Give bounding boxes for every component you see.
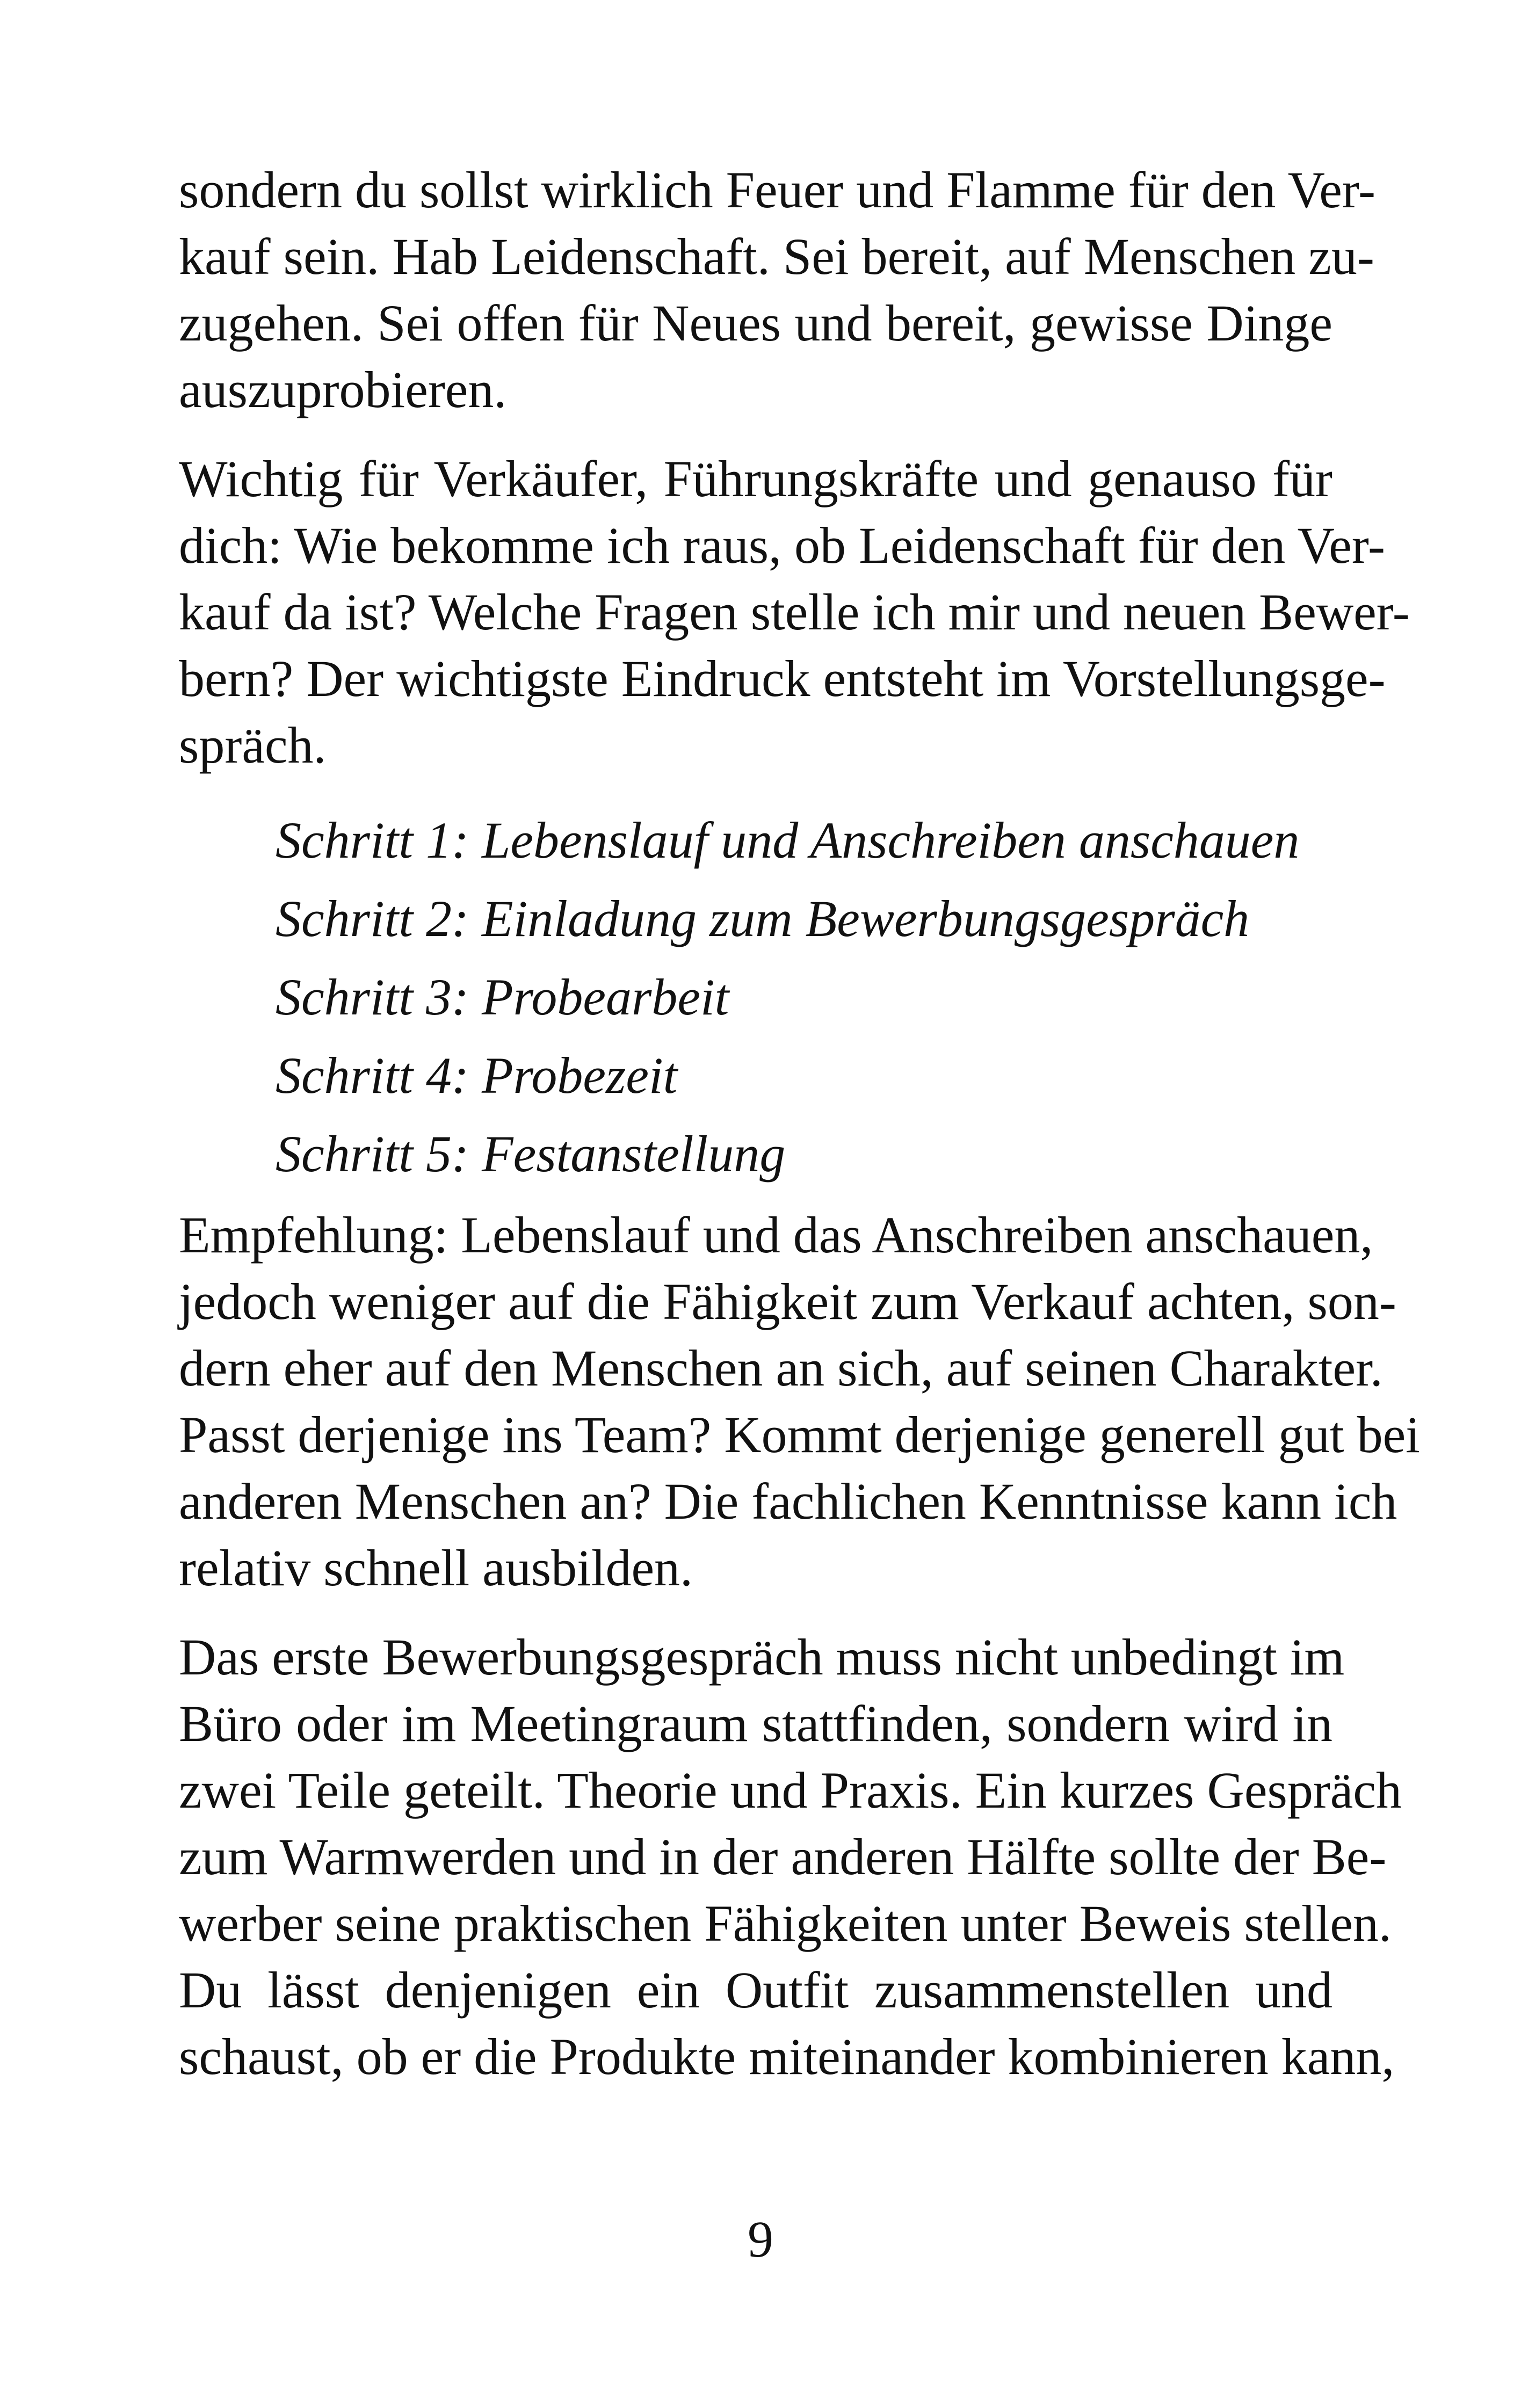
text-line: anderen Menschen an? Die fachlichen Kenntnisse kann ich <box>179 1473 1397 1530</box>
page-number: 9 <box>748 2210 773 2268</box>
text-line: dich: Wie bekomme ich raus, ob Leidenschaft für den Ver- <box>179 517 1385 574</box>
text-line: Passt derjenige ins Team? Kommt derjenige generell gut bei <box>179 1406 1420 1463</box>
text-line: jedoch weniger auf die Fähigkeit zum Verkauf achten, son- <box>179 1273 1396 1330</box>
text-line: dern eher auf den Menschen an sich, auf seinen Charakter. <box>179 1339 1383 1397</box>
text-line: Wichtig für Verkäufer, Führungskräfte und genauso für <box>179 450 1332 507</box>
step-item: Schritt 2: Einladung zum Bewerbungsgespräch <box>276 890 1250 947</box>
text-line: Das erste Bewerbungsgespräch muss nicht unbedingt im <box>179 1628 1345 1686</box>
steps-list <box>276 801 1332 1193</box>
text-line: relativ schnell ausbilden. <box>179 1539 693 1597</box>
text-line: Empfehlung: Lebenslauf und das Anschreiben anschauen, <box>179 1206 1373 1264</box>
text-line: sondern du sollst wirklich Feuer und Flamme für den Ver- <box>179 161 1375 219</box>
text-line: zwei Teile geteilt. Theorie und Praxis. Ein kurzes Gespräch <box>179 1761 1402 1819</box>
text-line: Büro oder im Meetingraum stattfinden, sondern wird in <box>179 1695 1332 1752</box>
paragraph-3 <box>179 1202 1420 1601</box>
text-line: kauf da ist? Welche Fragen stelle ich mir und neuen Bewer- <box>179 583 1410 641</box>
body-text <box>179 157 1420 2113</box>
text-line: Du lässt denjenigen ein Outfit zusammenstellen und <box>179 1961 1332 2019</box>
step-item: Schritt 5: Festanstellung <box>276 1125 786 1183</box>
step-item: Schritt 4: Probezeit <box>276 1047 678 1104</box>
step-item: Schritt 3: Probearbeit <box>276 968 729 1026</box>
text-line: schaust, ob er die Produkte miteinander kombinieren kann, <box>179 2028 1395 2085</box>
text-line: zugehen. Sei offen für Neues und bereit, gewisse Dinge <box>179 294 1332 352</box>
text-line: kauf sein. Hab Leidenschaft. Sei bereit, auf Menschen zu- <box>179 228 1374 285</box>
text-line: zum Warmwerden und in der anderen Hälfte sollte der Be- <box>179 1828 1387 1885</box>
text-line: auszuprobieren. <box>179 361 507 418</box>
text-line: spräch. <box>179 716 327 774</box>
paragraph-4 <box>179 1624 1402 2090</box>
step-item: Schritt 1: Lebenslauf und Anschreiben anschauen <box>276 811 1300 869</box>
paragraph-1 <box>179 157 1375 423</box>
paragraph-2 <box>179 446 1410 779</box>
text-line: werber seine praktischen Fähigkeiten unter Beweis stellen. <box>179 1895 1392 1952</box>
text-line: bern? Der wichtigste Eindruck entsteht im Vorstellungsge- <box>179 650 1386 707</box>
